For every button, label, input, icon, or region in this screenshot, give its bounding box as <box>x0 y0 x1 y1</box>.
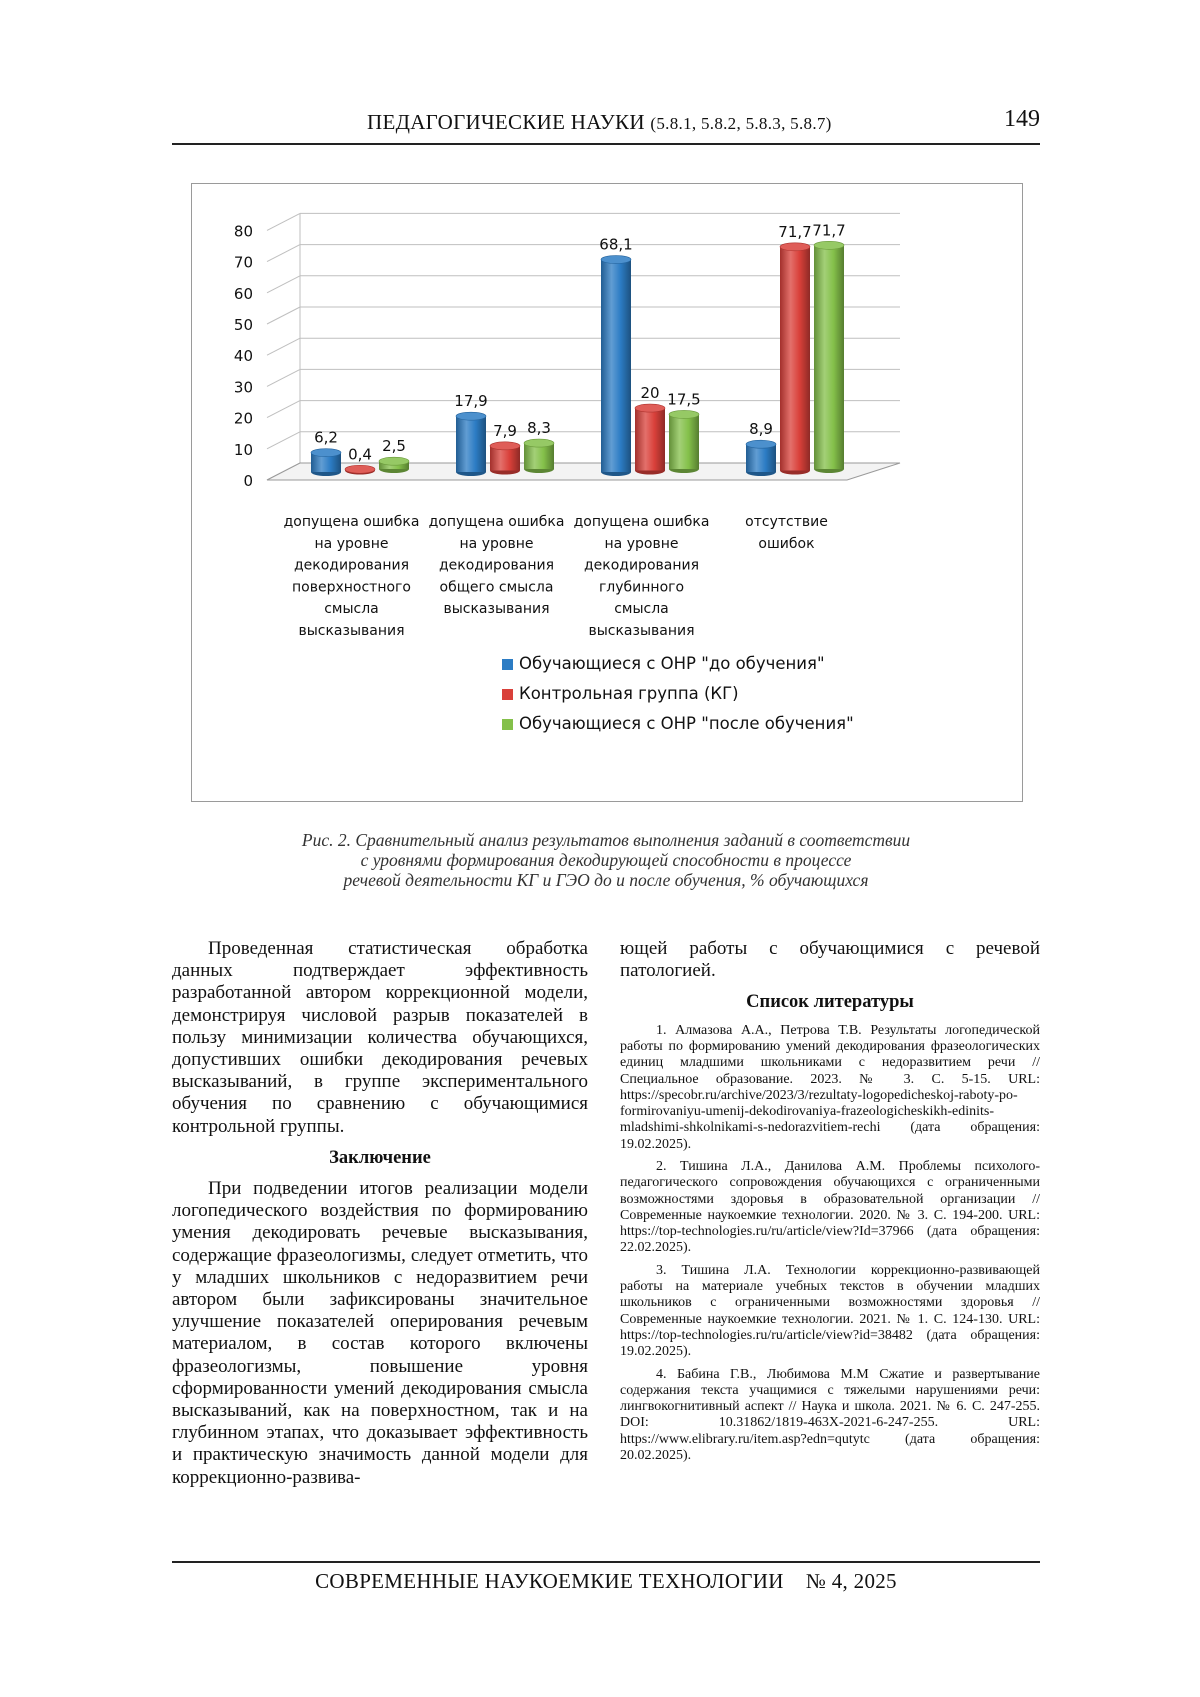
issue-number: № 4, 2025 <box>805 1569 897 1593</box>
caption-line-3: речевой деятельности КГ и ГЭО до и после обучения, % обучающихся <box>343 870 869 890</box>
legend-swatch <box>502 659 513 670</box>
data-label: 71,7 <box>812 221 846 240</box>
x-tick-label: глубинного <box>598 579 685 596</box>
grid-line-side <box>267 245 300 262</box>
x-tick-label: на уровне <box>459 535 534 552</box>
legend-label: Обучающиеся с ОНР "до обучения" <box>519 654 825 673</box>
bar <box>490 442 520 475</box>
data-label: 68,1 <box>599 235 633 254</box>
bar <box>379 457 409 473</box>
conclusion-paragraph: При подведении итогов реализации модели логопедического воздействия по формированию умения декодировать речевые высказывания, содержащие фразеологизмы, следует отметить, что у младших школьников с недоразвитием речи автором были зафиксированы значительное улучшение показателей оперирования речевым материалом, в состав которого включены фразеологизмы, повышение уровня сформированности умений декодирования смысла высказываний, как на поверхностном, так и на глубинном этапах, что доказывает эффективность и практическую значимость данной модели для коррекционно-развива- <box>172 1178 588 1488</box>
figure-frame <box>191 183 1023 802</box>
bar-part <box>635 408 665 470</box>
x-tick-label: декодирования <box>293 557 410 574</box>
bar-part <box>635 404 665 412</box>
x-tick-label: отсутствие <box>745 514 828 530</box>
conclusion-paragraph-continued: ющей работы с обучающимися с речевой патологией. <box>620 938 1040 982</box>
journal-name: СОВРЕМЕННЫЕ НАУКОЕМКИЕ ТЕХНОЛОГИИ <box>315 1569 784 1593</box>
y-tick-label: 70 <box>233 253 253 272</box>
bar-part <box>345 465 375 473</box>
x-tick-label: общего смысла <box>439 579 554 596</box>
y-tick-label: 0 <box>243 472 253 490</box>
bar-part <box>456 416 486 472</box>
data-label: 17,9 <box>454 392 488 411</box>
grid-line-side <box>267 432 300 449</box>
bar-part <box>456 412 486 420</box>
legend-swatch <box>502 689 513 700</box>
caption-line-2: с уровнями формирования декодирующей способности в процессе <box>360 850 852 870</box>
bar-part <box>746 440 776 448</box>
grid-line-side <box>267 213 300 230</box>
x-tick-label: высказывания <box>588 623 695 639</box>
bar <box>311 449 341 476</box>
grid-line-side <box>267 307 300 324</box>
data-label: 7,9 <box>493 421 517 440</box>
bar <box>601 256 631 476</box>
x-tick-label: декодирования <box>438 557 555 574</box>
data-label: 17,5 <box>667 390 701 409</box>
data-label: 8,3 <box>527 419 551 438</box>
references-heading: Список литературы <box>746 992 914 1013</box>
bar-part <box>601 260 631 472</box>
x-tick-label: декодирования <box>583 557 700 574</box>
data-label: 2,5 <box>382 437 406 456</box>
x-tick-label: на уровне <box>314 535 389 552</box>
grid-line-side <box>267 369 300 386</box>
left-column <box>172 938 588 1489</box>
y-tick-label: 50 <box>233 316 253 334</box>
data-label: 0,4 <box>348 445 372 464</box>
bar <box>746 440 776 476</box>
legend-swatch <box>502 719 513 730</box>
data-label: 8,9 <box>749 420 773 439</box>
bar-part <box>311 449 341 457</box>
footer-rule <box>172 1561 1040 1563</box>
bar-part <box>814 245 844 469</box>
grid-line-side <box>267 276 300 293</box>
x-tick-label: допущена ошибка <box>573 514 710 530</box>
grid-line-side <box>267 338 300 355</box>
y-tick-label: 80 <box>233 222 253 241</box>
grid-line-side <box>267 401 300 418</box>
right-column <box>620 938 1040 1470</box>
reference-item: 4. Бабина Г.В., Любимова М.М Сжатие и развертывание содержания текста учащимися с тяжелыми нарушениями речи: лингвокогнитивный аспект // Наука и школа. 2021. № 6. С. 247-255. DOI: 10.31862/1819-463X-2021-6-247-255. URL: https://www.elibrary.ru/item.asp?edn=qutytc (дата обращения: 20.02.2025). <box>620 1366 1040 1464</box>
x-tick-label: поверхностного <box>292 579 411 596</box>
section-name: ПЕДАГОГИЧЕСКИЕ НАУКИ <box>367 110 645 134</box>
x-tick-label: допущена ошибка <box>283 514 420 530</box>
body-paragraph: Проведенная статистическая обработка данных подтверждает эффективность разработанной автором коррекционной модели, демонстрируя числовой разрыв показателей в пользу минимизации количества обучающихся, допустивших ошибки декодирования речевых высказываний, в группе экспериментального обучения по сравнению с обучающимися контрольной группы. <box>172 938 588 1137</box>
bar-part <box>524 439 554 447</box>
y-tick-label: 30 <box>233 378 253 397</box>
x-tick-label: допущена ошибка <box>428 514 565 530</box>
data-label: 71,7 <box>778 222 812 241</box>
y-tick-label: 20 <box>233 409 253 428</box>
bar-part <box>780 247 810 471</box>
header-rule <box>172 143 1040 145</box>
bar-part <box>780 243 810 251</box>
y-tick-label: 60 <box>233 284 253 303</box>
conclusion-heading: Заключение <box>329 1147 431 1168</box>
page-number: 149 <box>1004 106 1040 132</box>
section-codes: (5.8.1, 5.8.2, 5.8.3, 5.8.7) <box>650 114 832 133</box>
bar-part <box>379 457 409 465</box>
data-label: 20 <box>640 384 660 403</box>
x-tick-label: высказывания <box>298 623 405 639</box>
bar-part <box>601 256 631 264</box>
bar-chart <box>192 184 1022 801</box>
x-tick-label: на уровне <box>604 535 679 552</box>
caption-line-1: Рис. 2. Сравнительный анализ результатов выполнения заданий в соответствии <box>301 830 911 850</box>
figure-caption <box>172 830 1040 890</box>
bar <box>635 404 665 474</box>
x-tick-label: высказывания <box>443 601 550 618</box>
bar-part <box>490 442 520 450</box>
bar <box>345 465 375 474</box>
bar-part <box>669 410 699 418</box>
reference-item: 1. Алмазова А.А., Петрова Т.В. Результаты логопедической работы по формированию умений декодирования фразеологических единиц младшими школьниками с недоразвитием речи // Специальное образование. 2023. № 3. С. 5-15. URL: https://specobr.ru/archive/2023/3/rezultaty-logopedicheskoj-raboty-po-formirovaniyu-umenij-dekodirovaniya-frazeologicheskikh-edinits-mladshimi-shkolnikami-s-nedorazvitiem-rechi (дата обращения: 19.02.2025). <box>620 1022 1040 1152</box>
references-list <box>620 1023 1040 1465</box>
y-tick-label: 40 <box>233 347 253 366</box>
bar-part <box>814 241 844 249</box>
bar-part <box>669 414 699 469</box>
section-title <box>367 110 832 135</box>
y-tick-label: 10 <box>233 440 253 459</box>
data-label: 6,2 <box>314 428 338 447</box>
bar <box>814 241 844 473</box>
reference-item: 3. Тишина Л.А. Технологии коррекционно-развивающей работы на материале учебных текстов в обучении младших школьников с ограниченными возможностями здоровья // Современные наукоемкие технологии. 2021. № 1. С. 124-130. URL: https://top-technologies.ru/ru/article/view?id=38482 (дата обращения: 19.02.2025). <box>620 1262 1040 1360</box>
bar <box>456 412 486 476</box>
bar <box>780 243 810 475</box>
bar <box>524 439 554 473</box>
bar <box>669 410 699 473</box>
x-tick-label: ошибок <box>758 535 815 552</box>
x-tick-label: смысла <box>614 601 669 618</box>
legend-label: Контрольная группа (КГ) <box>519 684 739 703</box>
running-header <box>172 102 1040 142</box>
x-tick-label: смысла <box>324 601 379 618</box>
legend-label: Обучающиеся с ОНР "после обучения" <box>519 714 854 733</box>
running-footer <box>172 1569 1040 1594</box>
reference-item: 2. Тишина Л.А., Данилова А.М. Проблемы психолого-педагогического сопровождения обучающихся с ограниченными возможностями здоровья в образовательной организации // Современные наукоемкие технологии. 2020. № 3. С. 194-200. URL: https://top-technologies.ru/ru/article/view?Id=37966 (дата обращения: 22.02.2025). <box>620 1158 1040 1256</box>
